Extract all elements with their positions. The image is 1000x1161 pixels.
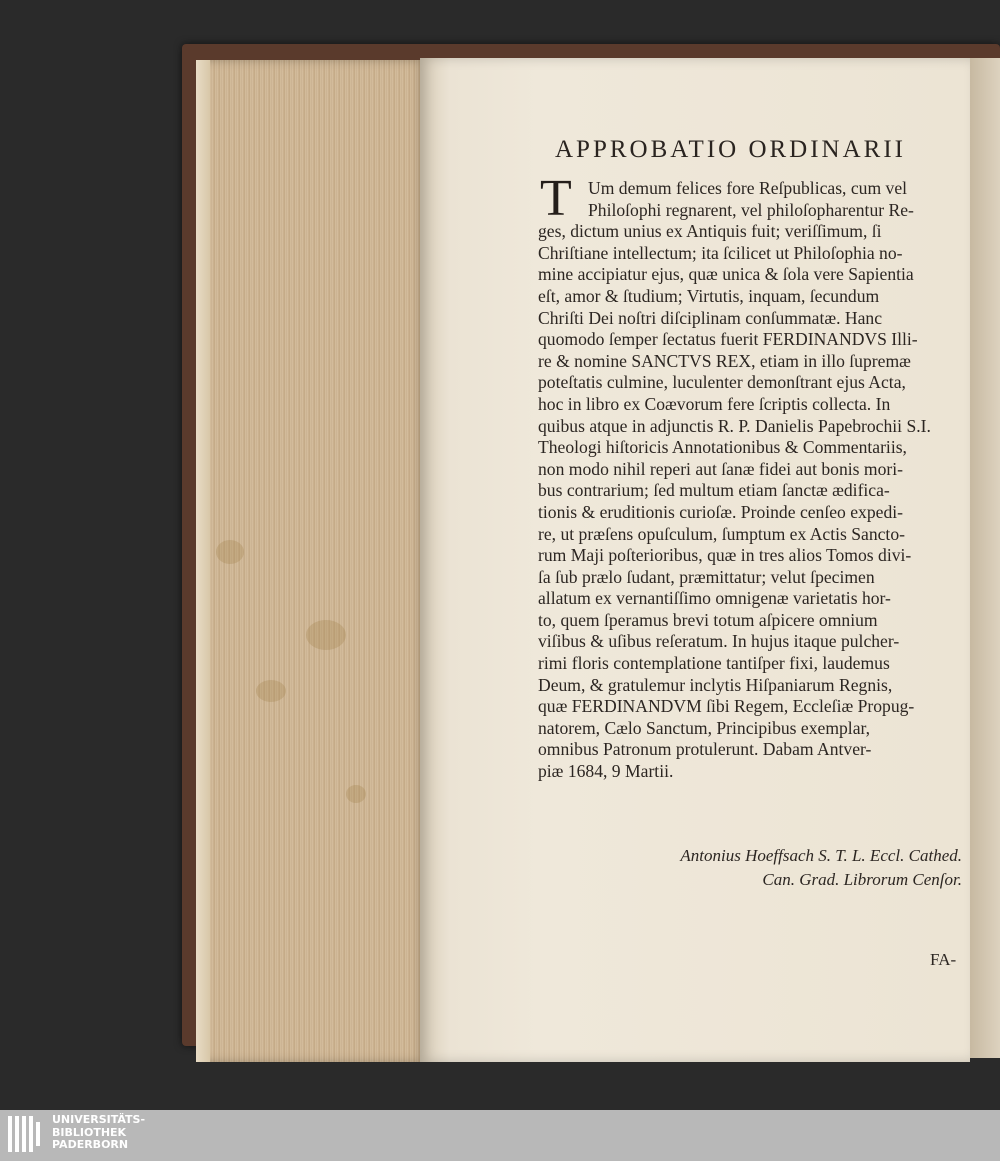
library-logo-icon xyxy=(6,1114,46,1156)
signature-block xyxy=(672,844,962,892)
text-line: Theologi hiſtoricis Annotationibus & Commentariis, xyxy=(538,437,907,458)
page-stain xyxy=(306,620,346,650)
body-text xyxy=(538,170,958,783)
page-stain xyxy=(216,540,244,564)
text-line: poteſtatis culmine, luculenter demonſtrant ejus Acta, xyxy=(538,372,906,393)
text-line: Chriſtiane intellectum; ita ſcilicet ut Philoſophia no- xyxy=(538,242,903,263)
text-line: rum Maji poſterioribus, quæ in tres alios Tomos divi- xyxy=(538,545,912,566)
text-line: quibus atque in adjunctis R. P. Danielis Papebrochii S.I. xyxy=(538,415,931,436)
text-line: non modo nihil reperi aut ſanæ fidei aut bonis mori- xyxy=(538,458,904,479)
page-heading: APPROBATIO ORDINARII xyxy=(555,136,906,163)
signature-line-2: Can. Grad. Librorum Cenſor. xyxy=(762,870,962,889)
text-line: quomodo ſemper ſectatus fuerit FERDINANDVS Illi- xyxy=(538,329,918,350)
page-block-edges xyxy=(196,60,426,1062)
page-stain xyxy=(346,785,366,803)
text-line: re & nomine SANCTVS REX, etiam in illo ſupremæ xyxy=(538,350,911,371)
logo-line-2: BIBLIOTHEK xyxy=(52,1125,127,1139)
catchword: FA- xyxy=(930,950,957,969)
text-line: mine accipiatur ejus, quæ unica & ſola vere Sapientia xyxy=(538,264,914,285)
text-line: ges, dictum unius ex Antiquis fuit; veriſſimum, ſi xyxy=(538,221,882,242)
text-line: Deum, & gratulemur inclytis Hiſpaniarum Regnis, xyxy=(538,674,893,695)
text-line: hoc in libro ex Coævorum fere ſcriptis collecta. In xyxy=(538,393,891,414)
library-logo-text xyxy=(52,1114,145,1152)
logo-line-1: UNIVERSITÄTS- xyxy=(52,1113,146,1126)
text-line: allatum ex vernantiſſimo omnigenæ varietatis hor- xyxy=(538,588,891,609)
text-line: Philoſophi regnarent, vel philoſopharentur Re- xyxy=(588,199,914,220)
text-line: quæ FERDINANDVM ſibi Regem, Eccleſiæ Propug- xyxy=(538,696,915,717)
logo-line-3: PADERBORN xyxy=(52,1138,129,1151)
text-line: Chriſti Dei noſtri diſciplinam conſummatæ. Hanc xyxy=(538,307,882,328)
text-line: eſt, amor & ſtudium; Virtutis, inquam, ſecundum xyxy=(538,285,880,306)
text-line: to, quem ſperamus brevi totum aſpicere omnium xyxy=(538,609,878,630)
text-line: natorem, Cælo Sanctum, Principibus exemplar, xyxy=(538,717,871,738)
text-line: tionis & eruditionis curioſæ. Proinde cenſeo expedi- xyxy=(538,501,904,522)
next-page-strip xyxy=(970,58,1000,1058)
page-stain xyxy=(256,680,286,702)
text-line: Um demum felices fore Reſpublicas, cum vel xyxy=(588,178,908,198)
text-line: bus contrarium; ſed multum etiam ſanctæ ædifica- xyxy=(538,480,890,501)
drop-cap: T xyxy=(540,170,572,227)
text-line: omnibus Patronum protulerunt. Dabam Antver- xyxy=(538,739,872,760)
text-line: rimi floris contemplatione tantiſper fixi, laudemus xyxy=(538,653,890,674)
text-line: piæ 1684, 9 Martii. xyxy=(538,761,674,782)
footer-bar xyxy=(0,1110,1000,1161)
text-line: re, ut præſens opuſculum, ſumptum ex Actis Sancto- xyxy=(538,523,905,544)
signature-line-1: Antonius Hoeffsach S. T. L. Eccl. Cathed. xyxy=(680,846,962,865)
text-line: viſibus & uſibus reſeratum. In hujus itaque pulcher- xyxy=(538,631,900,652)
text-line: ſa ſub prælo ſudant, præmittatur; velut ſpecimen xyxy=(538,566,875,587)
page-edge xyxy=(196,60,210,1062)
